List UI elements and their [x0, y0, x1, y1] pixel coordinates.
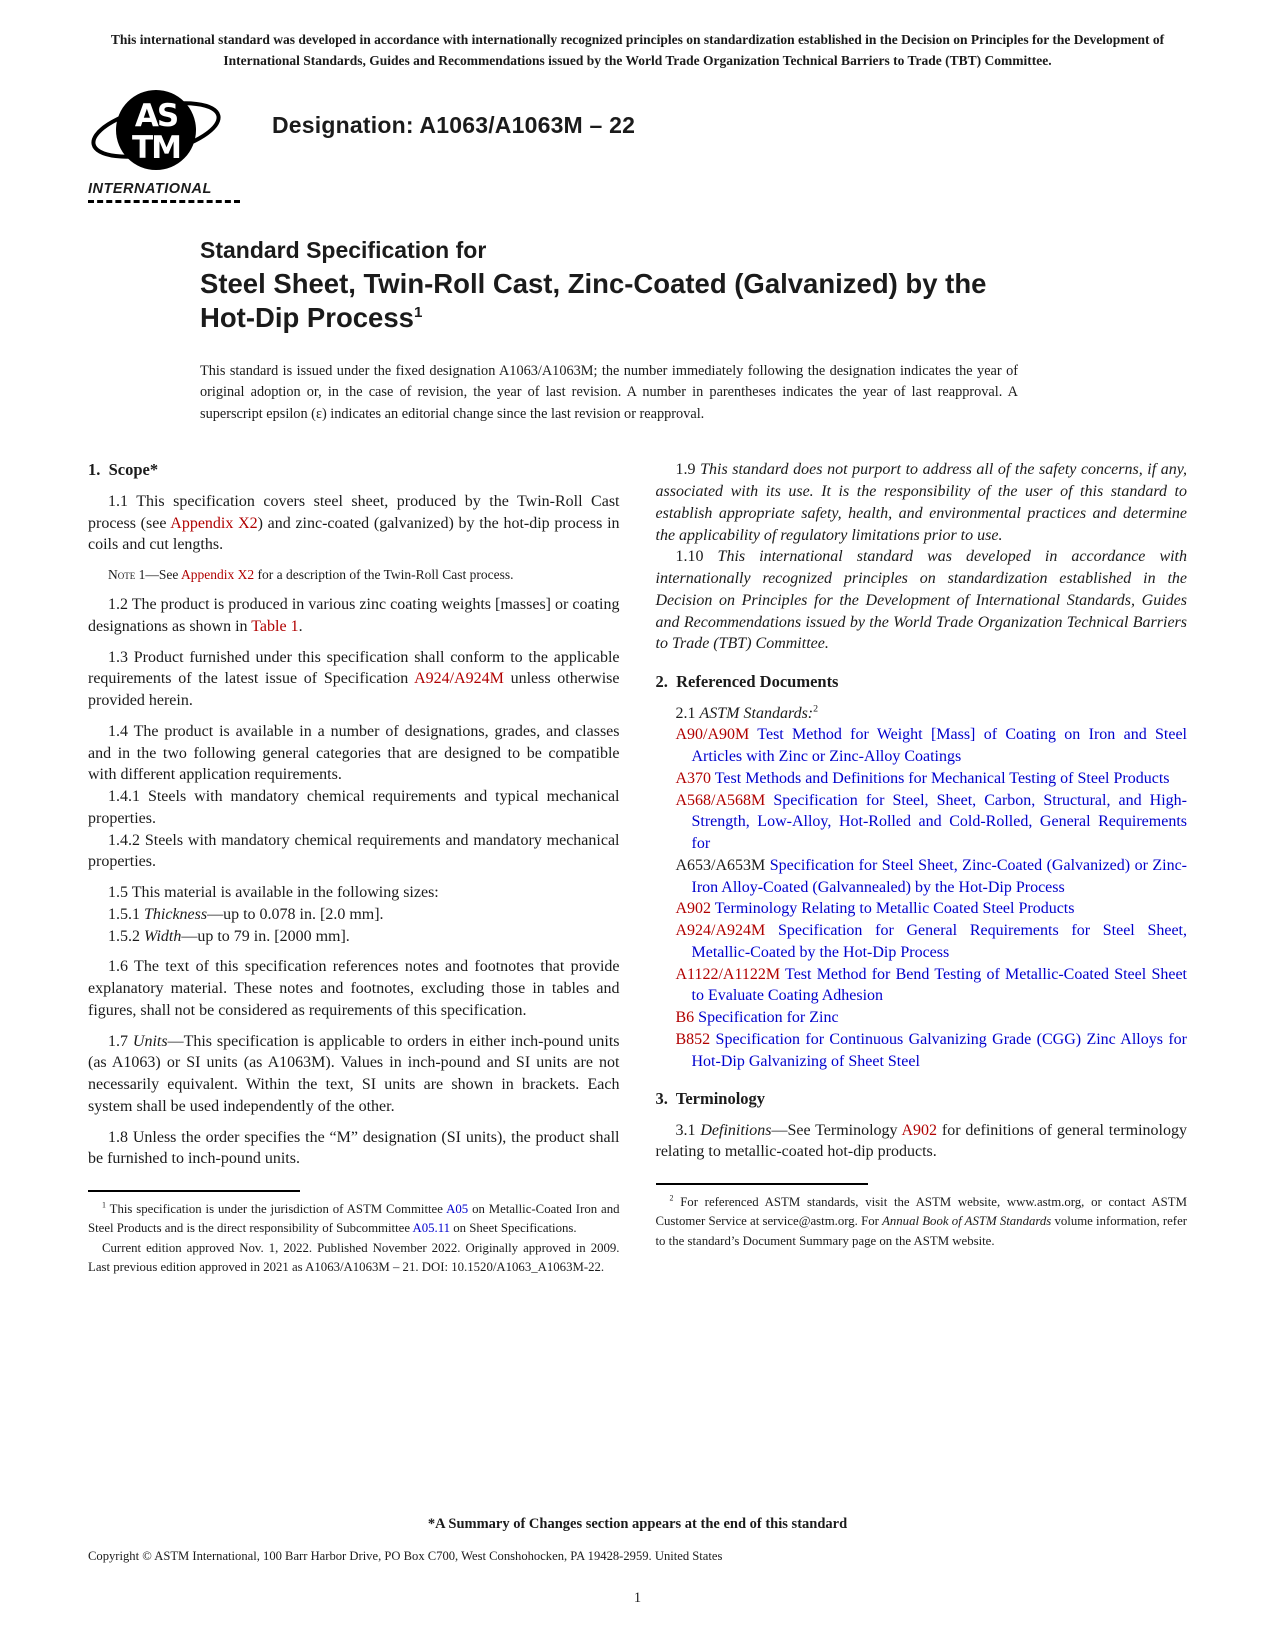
ref-title[interactable]: Test Methods and Definitions for Mechanical Testing of Steel Products	[711, 769, 1170, 787]
text-segment: ) and zinc-coated (galvanized) by the hot-dip process in coils and cut lengths.	[88, 514, 620, 554]
text-segment: 1	[102, 1200, 106, 1210]
link-a370[interactable]: A370	[675, 769, 712, 787]
ref-title[interactable]: Terminology Relating to Metallic Coated Steel Products	[711, 900, 1075, 918]
text-segment: Note 1	[108, 567, 146, 583]
paragraph-1-8	[88, 1127, 620, 1171]
link-a1122-a1122m[interactable]: A1122/A1122M	[675, 965, 781, 983]
reference-item	[675, 768, 1188, 790]
text-segment: ASTM Standards:	[699, 704, 814, 722]
paragraph-1-4	[88, 721, 620, 786]
text-segment: on Sheet Specifications.	[450, 1221, 577, 1236]
text-segment: This international standard was developed in accordance with internationally recognized principles on standardization established in the Decision on Principles for the Development of International Standards, Guides and Recommendations issued by the World Trade Organization Technical Barriers to Trade (TBT) Committee.	[655, 548, 1188, 653]
paragraph-1-3	[88, 647, 620, 712]
text-segment: 1.2 The product is produced in various zinc coating weights [masses] or coating designations as shown in	[88, 596, 620, 635]
ref-title[interactable]: Specification for General Requirements for Steel Sheet, Metallic-Coated by the Hot-Dip Process	[691, 922, 1187, 961]
text-segment: Annual Book of ASTM Standards	[882, 1214, 1052, 1229]
paragraph-1-5-1	[88, 904, 620, 926]
text-segment: Current edition approved Nov. 1, 2022. Published November 2022. Originally approved in 2009. Last previous edition approved in 2021 as A1063/A1063M – 21. DOI: 10.1520/A1063_A1063M-22.	[88, 1240, 620, 1274]
text-segment: 1.4 The product is available in a number of designations, grades, and classes and in the two following general categories that are designed to be compatible with different application requirements.	[88, 722, 620, 784]
link-a05[interactable]: A05	[446, 1202, 469, 1217]
text-segment: —This specification is applicable to orders in either inch-pound units (as A1063) or SI units (as A1063M). Values in inch-pound and SI units are not necessarily equivalent. Within the text, SI units are shown in brackets. Each system shall be used independently of the other.	[88, 1032, 620, 1115]
logo-international-label: INTERNATIONAL	[88, 181, 240, 203]
text-segment: 2	[669, 1193, 674, 1203]
link-table-1[interactable]: Table 1	[251, 617, 299, 635]
footnote-1	[88, 1200, 620, 1238]
two-column-body	[88, 459, 1187, 1277]
link-a924-a924m[interactable]: A924/A924M	[414, 670, 504, 688]
paragraph-1-2	[88, 594, 620, 638]
text-segment: 1.5.1	[108, 905, 144, 923]
link-a902[interactable]: A902	[901, 1121, 938, 1139]
text-segment: 1.4.2 Steels with mandatory chemical requirements and mandatory mechanical properties.	[88, 831, 620, 871]
link-a924-a924m[interactable]: A924/A924M	[675, 922, 766, 940]
text-segment: 1.5.2	[108, 927, 144, 945]
text-segment: unless otherwise provided herein.	[88, 670, 620, 710]
footnote-rule-right	[656, 1183, 868, 1185]
astm-logo-icon	[88, 86, 238, 178]
text-segment: —See Terminology	[771, 1121, 902, 1139]
text-segment: Definitions	[700, 1121, 772, 1139]
paragraph-1-10	[656, 546, 1188, 655]
page-number: 1	[633, 1590, 642, 1606]
text-segment: 1.7	[108, 1032, 133, 1050]
text-segment: —up to 0.078 in. [2.0 mm].	[207, 905, 384, 923]
text-segment: 1.1 This specification covers steel sheet, produced by the Twin-Roll Cast process (see	[88, 492, 620, 532]
logo-text-bottom: TM	[132, 129, 180, 166]
text-segment: 2.1	[675, 704, 700, 722]
section-heading-scope: 1. Scope*	[88, 460, 159, 480]
ref-title[interactable]: Specification for Steel, Sheet, Carbon, Structural, and High-Strength, Low-Alloy, Hot-Rolled and Cold-Rolled, General Requirements for	[691, 791, 1187, 853]
link-appendix-x2[interactable]: Appendix X2	[170, 514, 258, 532]
paragraph-1-1	[88, 491, 620, 556]
text-segment: —up to 79 in. [2000 mm].	[181, 927, 350, 945]
link-a90-a90m[interactable]: A90/A90M	[675, 726, 750, 744]
paragraph-1-4-1	[88, 786, 620, 830]
astm-logo-block	[88, 86, 248, 203]
tbt-disclaimer: This international standard was developed in accordance with internationally recognized principles on standardization established in the Decision on Principles for the Development of International Standards, Guides and Recommendations issued by the World Trade Organization Technical Barriers to Trade (TBT) Committee.	[110, 32, 1165, 68]
text-segment: 1.4.1 Steels with mandatory chemical requirements and typical mechanical properties.	[88, 788, 620, 827]
paragraph-1-5-2	[88, 926, 620, 948]
footnote-rule-left	[88, 1190, 300, 1192]
paragraph-1-7	[88, 1031, 620, 1118]
footnote-1-edition	[88, 1239, 620, 1277]
section-heading-referenced-documents: 2. Referenced Documents	[655, 672, 839, 692]
text-segment: This standard does not purport to address all of the safety concerns, if any, associated with its use. It is the responsibility of the user of this standard to establish appropriate safety, health, and environmental practices and determine the applicability of regulatory limitations prior to use.	[655, 461, 1188, 544]
link-appendix-x2[interactable]: Appendix X2	[181, 567, 255, 583]
text-segment: —See	[145, 567, 181, 583]
link-a902[interactable]: A902	[675, 900, 712, 918]
paragraph-1-4-2	[88, 830, 620, 874]
text-segment: for definitions of general terminology relating to metallic-coated hot-dip products.	[655, 1121, 1187, 1161]
ref-title[interactable]: Specification for Steel Sheet, Zinc-Coated (Galvanized) or Zinc-Iron Alloy-Coated (Galvannealed) by the Hot-Dip Process	[691, 856, 1187, 896]
link-a568-a568m[interactable]: A568/A568M	[675, 791, 766, 809]
section-heading-terminology: 3. Terminology	[655, 1089, 766, 1109]
paragraph-1-9	[656, 459, 1188, 546]
ref-title[interactable]: Specification for Continuous Galvanizing Grade (CGG) Zinc Alloys for Hot-Dip Galvanizing of Sheet Steel	[691, 1030, 1187, 1070]
text-segment: 1.10	[675, 548, 718, 566]
reference-item	[675, 920, 1188, 964]
reference-item	[675, 790, 1188, 855]
text-segment: 1.9	[675, 461, 701, 479]
text-segment: 1.5 This material is available in the following sizes:	[108, 884, 439, 902]
footnote-2	[656, 1193, 1188, 1251]
text-segment: 2	[813, 703, 819, 715]
title-kicker: Standard Specification for	[200, 236, 487, 263]
text-segment: volume information, refer to the standard’s Document Summary page on the ASTM website.	[655, 1214, 1188, 1248]
text-segment: on Metallic-Coated Iron and Steel Products and is the direct responsibility of Subcommittee	[88, 1202, 620, 1236]
reference-item	[675, 724, 1188, 768]
text-segment: 1.8 Unless the order specifies the “M” designation (SI units), the product shall be furnished to inch-pound units.	[88, 1128, 620, 1168]
reference-item	[675, 1007, 1188, 1029]
ref-title[interactable]: Test Method for Weight [Mass] of Coating on Iron and Steel Articles with Zinc or Zinc-Alloy Coatings	[691, 726, 1187, 766]
designation-label: Designation: A1063/A1063M – 22	[272, 111, 636, 138]
brand-row	[88, 86, 1275, 203]
reference-item	[675, 898, 1188, 920]
text-segment: .	[298, 617, 303, 635]
left-column	[88, 459, 620, 1277]
text-segment: Thickness	[144, 905, 208, 923]
text-segment: for a description of the Twin-Roll Cast process.	[254, 567, 514, 583]
text-segment: Units	[132, 1032, 168, 1050]
link-b6[interactable]: B6	[675, 1009, 695, 1027]
title-footnote-ref[interactable]: 1	[413, 303, 423, 321]
text-segment: Width	[144, 927, 182, 945]
logo-text-top: AS	[134, 97, 178, 134]
ref-a653-a653m: A653/A653M	[675, 856, 766, 874]
text-segment: 1.3 Product furnished under this specification shall conform to the applicable requirements of the latest issue of Specification	[88, 648, 620, 688]
text-segment: 1.6 The text of this specification references notes and footnotes that provide explanatory material. These notes and footnotes, excluding those in tables and figures, shall not be considered as requirements of this specification.	[88, 958, 620, 1019]
paragraph-2-1	[656, 703, 1188, 725]
summary-of-changes-note: *A Summary of Changes section appears at the end of this standard	[427, 1516, 848, 1532]
paragraph-1-6	[88, 956, 620, 1021]
issuance-paragraph: This standard is issued under the fixed designation A1063/A1063M; the number immediately following the designation indicates the year of original adoption or, in the case of revision, the year of last revision. A number in parentheses indicates the year of last reapproval. A superscript epsilon (ε) indicates an editorial change since the last revision or reapproval.	[200, 363, 1018, 422]
reference-item	[675, 855, 1188, 899]
ref-title[interactable]: Specification for Zinc	[694, 1009, 839, 1027]
note-1	[88, 565, 620, 584]
link-b852[interactable]: B852	[675, 1030, 711, 1048]
title-block	[200, 237, 1030, 335]
link-a05-11[interactable]: A05.11	[412, 1221, 451, 1236]
reference-item	[675, 964, 1188, 1008]
page-title	[200, 267, 1030, 335]
text-segment: For referenced ASTM standards, visit the ASTM website, www.astm.org, or contact ASTM Customer Service at service@astm.org. For	[655, 1195, 1187, 1229]
title-text: Steel Sheet, Twin-Roll Cast, Zinc-Coated (Galvanized) by the Hot-Dip Process	[200, 267, 987, 333]
reference-item	[675, 1029, 1188, 1073]
paragraph-3-1	[656, 1120, 1188, 1164]
page-footer	[88, 1516, 1187, 1607]
text-segment: This specification is under the jurisdiction of ASTM Committee	[105, 1202, 447, 1217]
text-segment: 3.1	[675, 1121, 701, 1139]
copyright-line: Copyright © ASTM International, 100 Barr Harbor Drive, PO Box C700, West Conshohocken, PA 19428-2959. United States	[88, 1549, 723, 1563]
paragraph-1-5	[88, 882, 620, 904]
ref-title[interactable]: Test Method for Bend Testing of Metallic-Coated Steel Sheet to Evaluate Coating Adhesion	[691, 965, 1187, 1005]
right-column	[656, 459, 1188, 1277]
